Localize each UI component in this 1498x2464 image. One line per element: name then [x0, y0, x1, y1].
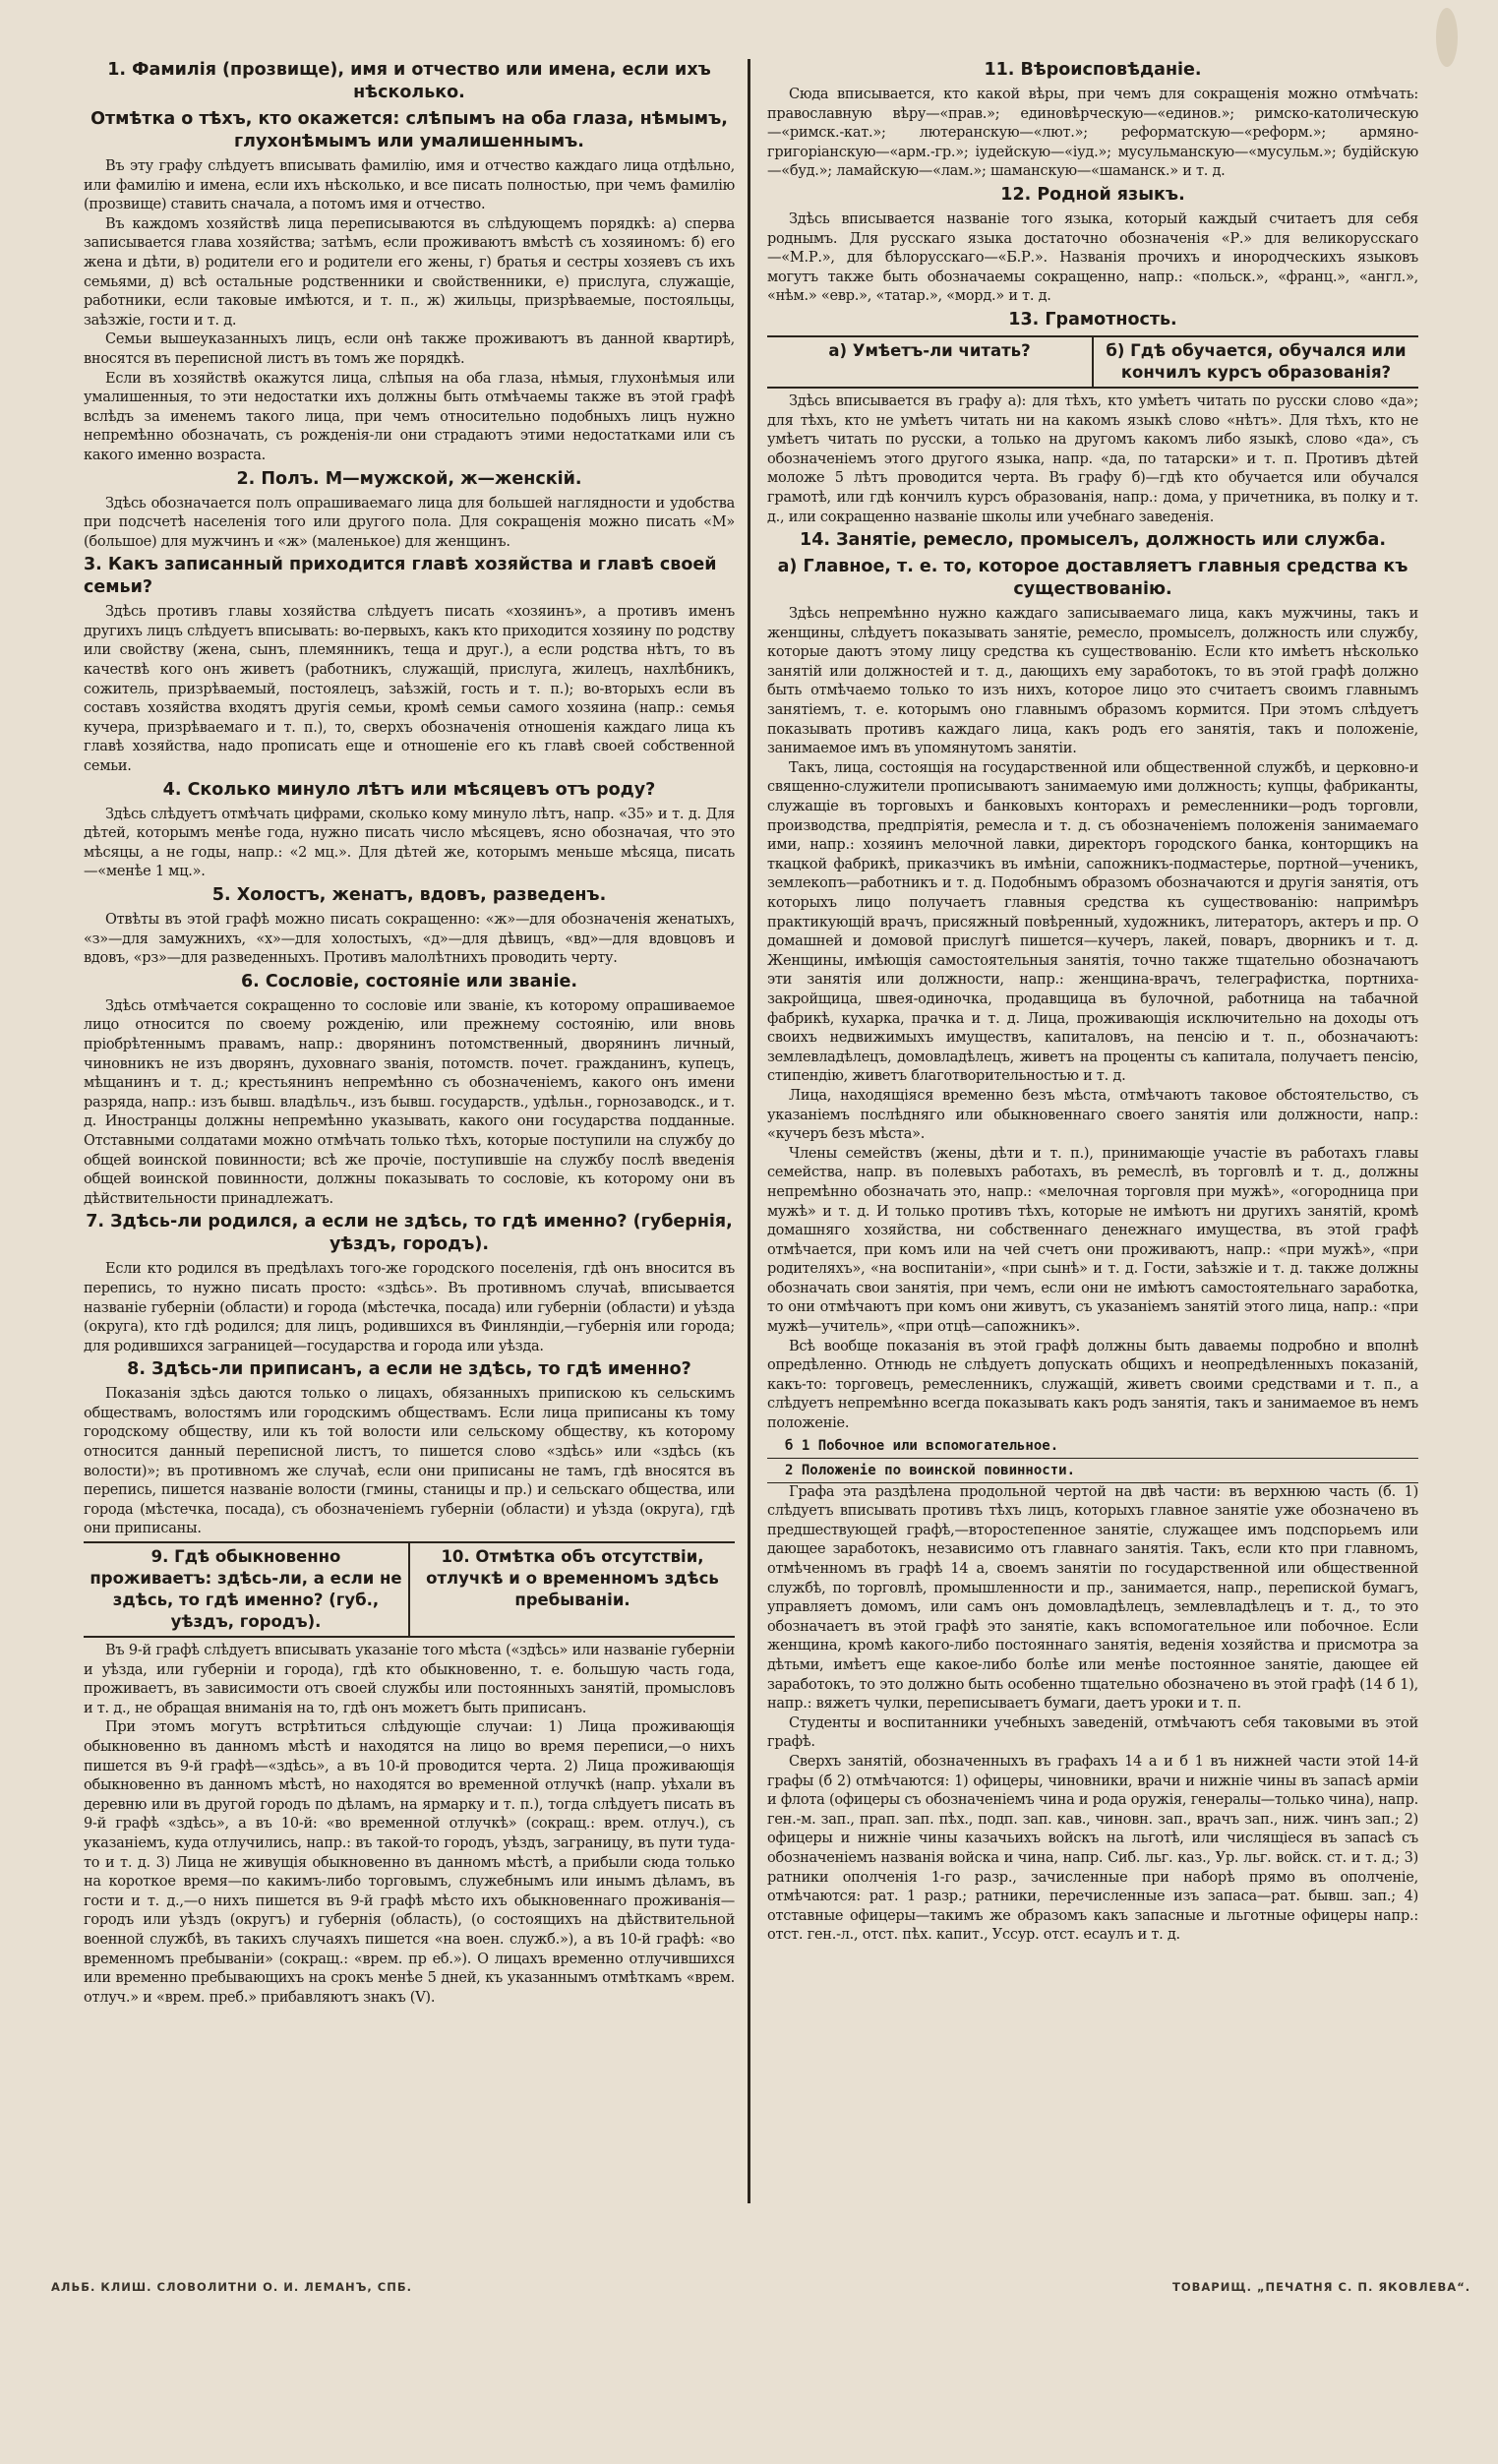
paragraph: Графа эта раздѣлена продольной чертой на двѣ части: въ верхнюю часть (б. 1) слѣдуетъ вписывать противъ тѣхъ лицъ, которыхъ главное занятіе уже обозначено въ предшествующей графѣ,—второстепенное занятіе, служащее имъ подспорьемъ или дающее заработокъ, независимо отъ главнаго занятія. Такъ, если кто при главномъ, отмѣченномъ въ графѣ 14 а, своемъ занятіи по государственной или общественной службѣ, по торговлѣ, промышленности и пр., занимается, напр., перепиской бумагъ, управляетъ домомъ, или самъ онъ домовладѣлецъ, землевладѣлецъ и т. д., то это обозначаетъ въ этой графѣ это занятіе, какъ вспомогательное или побочное. Если женщина, кромѣ какого-либо постояннаго занятія, веденія хозяйства и присмотра за дѣтьми, имѣетъ еще какое-либо болѣе или менѣе постоянное занятіе, дающее ей заработокъ, то это должно быть особенно тщательно обозначено въ этой графѣ (14 б 1), напр.: вяжетъ чулки, переписываетъ бумаги, даетъ уроки и т. п. [767, 1483, 1418, 1713]
heading-3: 3. Какъ записанный приходится главѣ хозяйства и главѣ своей семьи? [84, 555, 717, 598]
paragraph: Лица, находящіяся временно безъ мѣста, отмѣчаютъ таковое обстоятельство, съ указаніемъ послѣдняго или обыкновеннаго своего занятія или должности, напр.: «кучеръ безъ мѣста». [767, 1087, 1418, 1143]
heading-2: 2. Полъ. М—мужской, ж—женскій. [236, 468, 582, 489]
paragraph: Здѣсь отмѣчается сокращенно то сословіе или званіе, къ которому опрашиваемое лицо относится по своему рожденію, или прежнему состоянію, или вновь пріобрѣтеннымъ правамъ, напр.: дворянинъ потомственный, дворянинъ личный, чиновникъ не изъ дворянъ, духовнаго званія, потомств. почет. гражданинъ, купецъ, мѣщанинъ и т. д.; крестьянинъ непремѣнно съ обозначеніемъ, какого онъ имени разряда, напр.: изъ бывш. владѣльч., изъ бывш. государств., удѣльн., горнозаводск., и т. д. Иностранцы должны непремѣнно указывать, какого они государства подданные. Отставными солдатами можно отмѣчать только тѣхъ, которые поступили на службу до общей воинской повинности; всѣ же прочіе, поступившіе на службу послѣ введенія общей воинской повинности, должны показывать то сословіе, къ которому они въ дѣйствительности принадлежатъ. [84, 997, 735, 1207]
heading-5: 5. Холостъ, женатъ, вдовъ, разведенъ. [211, 885, 607, 905]
paragraph: Члены семействъ (жены, дѣти и т. п.), принимающіе участіе въ работахъ главы семейства, напр. въ полевыхъ работахъ, въ ремеслѣ, въ торговлѣ и т. д., должны непремѣнно обозначать это, напр.: «мелочная торговля при мужѣ», «огородница при мужѣ» и т. д. И только противъ тѣхъ, которые не имѣютъ ни другихъ занятій, кромѣ домашняго хозяйства, ни собственнаго денежнаго имущества, въ этой графѣ отмѣчается, при комъ или на чей счетъ они проживаютъ, напр.: «при мужѣ», «при родителяхъ», «на воспитаніи», «при сынѣ» и т. д. Гости, заѣзжіе и т. д. также должны обозначать свои занятія, при чемъ, если они не имѣютъ самостоятельнаго заработка, то они отмѣчаютъ при комъ они живутъ, съ указаніемъ занятій этого лица, напр.: «при мужѣ—учитель», «при отцѣ—сапожникъ». [767, 1145, 1418, 1336]
paragraph: Сверхъ занятій, обозначенныхъ въ графахъ 14 а и б 1 въ нижней части этой 14-й графы (б 2) отмѣчаются: 1) офицеры, чиновники, врачи и нижніе чины въ запасѣ арміи и флота (офицеры съ обозначеніемъ чина и рода оружія, генералы—только чина), напр. ген.-м. зап., прап. зап. пѣх., подп. зап. кав., чиновн. зап., врачъ зап., ниж. чинъ зап.; 2) офицеры и нижніе чины казачьихъ войскъ на льготѣ, или числящіеся въ запасѣ съ обозначеніемъ названія войска и чина, напр. Сиб. льг. каз., Ур. льг. войск. ст. и т. д.; 3) ратники ополченія 1-го разр., зачисленные при наборѣ прямо въ ополченіе, отмѣчаются: рат. 1 разр.; ратники, перечисленные изъ запаса—рат. бывш. зап.; 4) отставные офицеры—такимъ же образомъ какъ запасные и льготные офицеры напр.: отст. ген.-л., отст. пѣх. капит., Уссур. отст. есаулъ и т. д. [767, 1753, 1418, 1944]
paragraph: Въ эту графу слѣдуетъ вписывать фамилію, имя и отчество каждаго лица отдѣльно, или фамилію и имена, если ихъ нѣсколько, и все писать полностью, при чемъ фамилію (прозвище) ставить сначала, а потомъ имя и отчество. [84, 158, 735, 213]
heading-6: 6. Сословіе, состояніе или званіе. [241, 971, 577, 992]
paragraph: Здѣсь обозначается полъ опрашиваемаго лица для большей наглядности и удобства при подсчетѣ населенія того или другого пола. Для сокращенія можно писать «М» (большое) для мужчинъ и «ж» (маленькое) для женщинъ. [84, 495, 735, 550]
heading-13b: б) Гдѣ обучается, обучался или кончилъ курсъ образованія? [1092, 337, 1418, 387]
paragraph: Здѣсь вписывается въ графу а): для тѣхъ, кто умѣетъ читать по русски слово «да»; для тѣхъ, кто не умѣетъ читать ни на какомъ языкѣ слово «нѣтъ». Для тѣхъ, кто не умѣетъ читать по русски, а только на другомъ какомъ либо языкѣ, слово «да», съ обозначеніемъ этого другого языка, напр. «да, по татарски» и т. п. Противъ дѣтей моложе 5 лѣтъ проводится черта. Въ графу б)—гдѣ кто обучается или обучался грамотѣ, или гдѣ кончилъ курсъ образованія, напр.: дома, у причетника, въ полку и т. д., или сокращенно названіе школы или учебнаго заведенія. [767, 392, 1418, 525]
heading-14: 14. Занятіе, ремесло, промыселъ, должность или служба. [800, 530, 1386, 551]
paragraph: При этомъ могутъ встрѣтиться слѣдующіе случаи: 1) Лица проживающія обыкновенно въ данномъ мѣстѣ и находятся на лицо во время переписи,—о нихъ пишется въ 9-й графѣ—«здѣсь», а въ 10-й проводится черта. 2) Лица проживающія обыкновенно въ данномъ мѣстѣ, но находятся во временной отлучкѣ (напр. уѣхали въ деревню или въ другой городъ по дѣламъ, на ярмарку и т. п.), тогда слѣдуетъ писать въ 9-й графѣ «здѣсь», а въ 10-й: «во временной отлучкѣ» (сокращ.: врем. отлуч.), съ указаніемъ, куда отлучились, напр.: въ такой-то городъ, уѣздъ, заграницу, въ пути туда-то и т. д. 3) Лица не живущія обыкновенно въ данномъ мѣстѣ, а прибыли сюда только на короткое время—по какимъ-либо торговымъ, служебнымъ или инымъ дѣламъ, въ гости и т. д.,—о нихъ пишется въ 9-й графѣ мѣсто ихъ обыкновеннаго проживанія—городъ или уѣздъ (округъ) и губернія (область), (о состоящихъ на дѣйствительной военной службѣ, въ такихъ случаяхъ пишется «на воен. служб.»), а въ 10-й графѣ: «во временномъ пребываніи» (сокращ.: «врем. пр еб.»). О лицахъ временно отлучившихся или временно пребывающихъ на срокъ менѣе 5 дней, къ указаннымъ отмѣткамъ «врем. отлуч.» и «врем. преб.» прибавляютъ знакъ (V). [84, 1719, 735, 2006]
heading-8: 8. Здѣсь-ли приписанъ, а если не здѣсь, то гдѣ именно? [127, 1359, 691, 1380]
heading-11: 11. Вѣроисповѣданіе. [984, 60, 1202, 80]
heading-13: 13. Грамотность. [1008, 309, 1177, 330]
paper-stain [1436, 8, 1458, 67]
heading-4: 4. Сколько минуло лѣтъ или мѣсяцевъ отъ роду? [162, 779, 656, 800]
column-divider [748, 59, 750, 2203]
heading-14a: а) Главное, т. е. то, которое доставляетъ главныя средства къ существованію. [777, 557, 1408, 600]
subheading-b1: б 1 Побочное или вспомогательное. [767, 1434, 1418, 1459]
subheading-b2: 2 Положеніе по воинской повинности. [767, 1459, 1418, 1483]
heading-13a: а) Умѣетъ-ли читать? [828, 340, 1031, 360]
heading-1-note: Отмѣтка о тѣхъ, кто окажется: слѣпымъ на оба глаза, нѣмымъ, глухонѣмымъ или умалишеннымъ. [90, 109, 728, 151]
paragraph: Въ каждомъ хозяйствѣ лица переписываются въ слѣдующемъ порядкѣ: а) сперва записывается глава хозяйства; затѣмъ, если проживаютъ вмѣстѣ съ хозяиномъ: б) его жена и дѣти, в) родители его и родители его жены, г) братья и сестры хозяевъ съ ихъ семьями, д) всѣ остальные родственники и свойственники, е) прислуга, служащіе, работники, если таковые имѣются, и т. п., ж) жильцы, призрѣваемые, постояльцы, заѣзжіе, гости и т. д. [84, 215, 735, 329]
column-13-box [767, 335, 1418, 389]
paragraph: Если въ хозяйствѣ окажутся лица, слѣпыя на оба глаза, нѣмыя, глухонѣмыя или умалишенныя, то эти недостатки ихъ должны быть отмѣчаемы также въ этой графѣ вслѣдъ за именемъ такого лица, при чемъ относительно подобныхъ лицъ нужно непремѣнно обозначать, съ рожденія-ли они страдаютъ этими недостатками или съ какого именно возраста. [84, 370, 735, 463]
paragraph: Здѣсь непремѣнно нужно каждаго записываемаго лица, какъ мужчины, такъ и женщины, слѣдуетъ показывать занятіе, ремесло, промыселъ, должность или службу, которые даютъ этому лицу средства къ существованію. Если кто имѣетъ нѣсколько занятій или должностей и т. д., дающихъ ему заработокъ, то въ этой графѣ должно быть отмѣчаемо только то изъ нихъ, которое лицо это считаетъ своимъ главнымъ занятіемъ, т. е. которымъ оно главнымъ образомъ кормится. При этомъ слѣдуетъ показывать противъ каждаго лица, какъ родъ его занятія, такъ и положеніе, занимаемое имъ въ упомянутомъ занятіи. [767, 606, 1418, 757]
left-column [84, 57, 735, 2152]
printer-credit-left: АЛЬБ. КЛИШ. СЛОВОЛИТНИ О. И. ЛЕМАНЪ, СПБ. [51, 2280, 412, 2294]
heading-1: 1. Фамилія (прозвище), имя и отчество или имена, если ихъ нѣсколько. [107, 60, 711, 102]
heading-7: 7. Здѣсь-ли родился, а если не здѣсь, то гдѣ именно? (губернія, уѣздъ, городъ). [86, 1212, 733, 1255]
paragraph: Студенты и воспитанники учебныхъ заведеній, отмѣчаютъ себя таковыми въ этой графѣ. [767, 1714, 1418, 1751]
paragraph: Всѣ вообще показанія въ этой графѣ должны быть даваемы подробно и вполнѣ опредѣленно. Отнюдь не слѣдуетъ допускать общихъ и неопредѣленныхъ показаній, какъ-то: торговецъ, ремесленникъ, служащій, живетъ своими средствами и т. п., а слѣдуетъ непремѣнно всегда показывать какъ родъ занятія, такъ и занимаемое въ немъ положеніе. [767, 1338, 1418, 1432]
paragraph: Сюда вписывается, кто какой вѣры, при чемъ для сокращенія можно отмѣчать: православную вѣру—«прав.»; единовѣрческую—«единов.»; римско-католическую—«римск.-кат.»; лютеранскую—«лют.»; реформатскую—«реформ.»; армяно-григоріанскую—«арм.-гр.»; іудейскую—«іуд.»; мусульманскую—«мусульм.»; будійскую—«буд.»; ламайскую—«лам.»; шаманскую—«шаманск.» и т. д. [767, 87, 1418, 180]
heading-12: 12. Родной языкъ. [1000, 184, 1185, 205]
paragraph: Въ 9-й графѣ слѣдуетъ вписывать указаніе того мѣста («здѣсь» или названіе губерніи и уѣзда, или губерніи и города), гдѣ кто обыкновенно, т. е. большую часть года, проживаетъ, въ зависимости отъ своей службы или постоянныхъ занятій, промысловъ и т. д., не обращая вниманія на то, гдѣ онъ можетъ быть приписанъ. [84, 1643, 735, 1716]
column-9-10-box [84, 1541, 735, 1638]
paragraph: Здѣсь противъ главы хозяйства слѣдуетъ писать «хозяинъ», а противъ именъ другихъ лицъ слѣдуетъ вписывать: во-первыхъ, какъ кто приходится хозяину по родству или свойству (жена, сынъ, племянникъ, теща и друг.), а если родства нѣтъ, то въ качествѣ кого онъ живетъ (работникъ, служащій, прислуга, жилецъ, нахлѣбникъ, сожитель, призрѣваемый, постоялецъ, заѣзжій, гость и т. п.); во-вторыхъ если въ составъ хозяйства входятъ другія семьи, кромѣ семьи самого хозяина (напр.: семья кучера, призрѣваемаго и т. п.), то, сверхъ обозначенія отношенія каждаго лица къ главѣ хозяйства, надо прописать еще и отношеніе его къ главѣ своей собственной семьи. [84, 604, 735, 775]
paragraph: Если кто родился въ предѣлахъ того-же городского поселенія, гдѣ онъ вносится въ перепись, то нужно писать просто: «здѣсь». Въ противномъ случаѣ, вписывается названіе губерніи (области) и города (мѣстечка, посада) или губерніи (области) и уѣзда (округа), кто гдѣ родился; для лицъ, родившихся въ Финляндіи,—губернія или города; для родившихся заграницей—государства и города или уѣзда. [84, 1261, 735, 1354]
printer-credit-right: ТОВАРИЩ. „ПЕЧАТНЯ С. П. ЯКОВЛЕВА“. [1172, 2280, 1471, 2294]
paragraph: Здѣсь вписывается названіе того языка, который каждый считаетъ для себя роднымъ. Для русскаго языка достаточно обозначенія «Р.» для великорусскаго—«М.Р.», для бѣлорусскаго—«Б.Р.». Названія прочихъ и инородческихъ языковъ могутъ также быть обозначаемы сокращенно, напр.: «польск.», «франц.», «англ.», «нѣм.» «евр.», «татар.», «морд.» и т. д. [767, 210, 1418, 305]
paragraph: Здѣсь слѣдуетъ отмѣчать цифрами, сколько кому минуло лѣтъ, напр. «35» и т. д. Для дѣтей, которымъ менѣе года, нужно писать число мѣсяцевъ, ясно обозначая, что это мѣсяцы, а не годы, напр.: «2 мц.». Для дѣтей же, которымъ меньше мѣсяца, писать—«менѣе 1 мц.». [84, 806, 735, 880]
paragraph: Показанія здѣсь даются только о лицахъ, обязанныхъ припискою къ сельскимъ обществамъ, волостямъ или городскимъ обществамъ. Если лица приписаны къ тому городскому обществу, или къ той волости или сельскому обществу, къ которому относится данный переписной листъ, то пишется слово «здѣсь» или «здѣсь (къ волости)»; въ противномъ же случаѣ, если они приписаны не тамъ, гдѣ вносятся въ перепись, пишется названіе волости (гмины, станицы и пр.) и сельскаго общества, или города (мѣстечка, посада), съ обозначеніемъ губерніи (области) и уѣзда (округа), гдѣ они приписаны. [84, 1386, 735, 1537]
heading-9: 9. Гдѣ обыкновенно проживаетъ: здѣсь-ли, а если не здѣсь, то гдѣ именно? (губ., уѣздъ, городъ). [90, 1547, 402, 1632]
paragraph: Отвѣты въ этой графѣ можно писать сокращенно: «ж»—для обозначенія женатыхъ, «з»—для замужнихъ, «х»—для холостыхъ, «д»—для дѣвицъ, «вд»—для вдовцовъ и вдовъ, «рз»—для разведенныхъ. Противъ малолѣтнихъ проводить черту. [84, 912, 735, 967]
heading-10: 10. Отмѣтка объ отсутствіи, отлучкѣ и о временномъ здѣсь пребываніи. [408, 1543, 735, 1636]
paragraph: Такъ, лица, состоящія на государственной или общественной службѣ, и церковно-и священно-служители прописываютъ занимаемую ими должность; купцы, фабриканты, служащіе въ торговыхъ и банковыхъ конторахъ и ремесленники—родъ торговли, производства, предпріятія, ремесла и т. д. съ обозначеніемъ положенія занимаемаго ими, напр.: хозяинъ мелочной лавки, директоръ городского банка, конторщикъ на ткацкой фабрикѣ, приказчикъ въ имѣніи, сапожникъ-подмастерье, портной—ученикъ, землекопъ—работникъ и т. д. Подобнымъ образомъ обозначаются и другія занятія, отъ которыхъ лицо получаетъ главныя средства къ существованію: напримѣръ практикующій врачъ, присяжный повѣренный, художникъ, литераторъ, актеръ и пр. О домашней и домовой прислугѣ пишется—кучеръ, лакей, поваръ, дворникъ и т. д. Женщины, имѣющія самостоятельныя занятія, точно также тщательно обозначаютъ эти занятія или должности, напр.: женщина-врачъ, телеграфистка, портниха-закройщица, швея-одиночка, продавщица въ булочной, работница на табачной фабрикѣ, кухарка, прачка и т. д. Лица, проживающія исключительно на доходы отъ своихъ недвижимыхъ имуществъ, капиталовъ, на пенсію и т. п., обозначаютъ: землевладѣлецъ, домовладѣлецъ, живетъ на проценты съ капитала, получаетъ пенсію, стипендію, живетъ благотворительностью и т. д. [767, 759, 1418, 1085]
right-column [767, 57, 1418, 2152]
paragraph: Семьи вышеуказанныхъ лицъ, если онѣ также проживаютъ въ данной квартирѣ, вносятся въ переписной листъ въ томъ же порядкѣ. [84, 331, 735, 367]
